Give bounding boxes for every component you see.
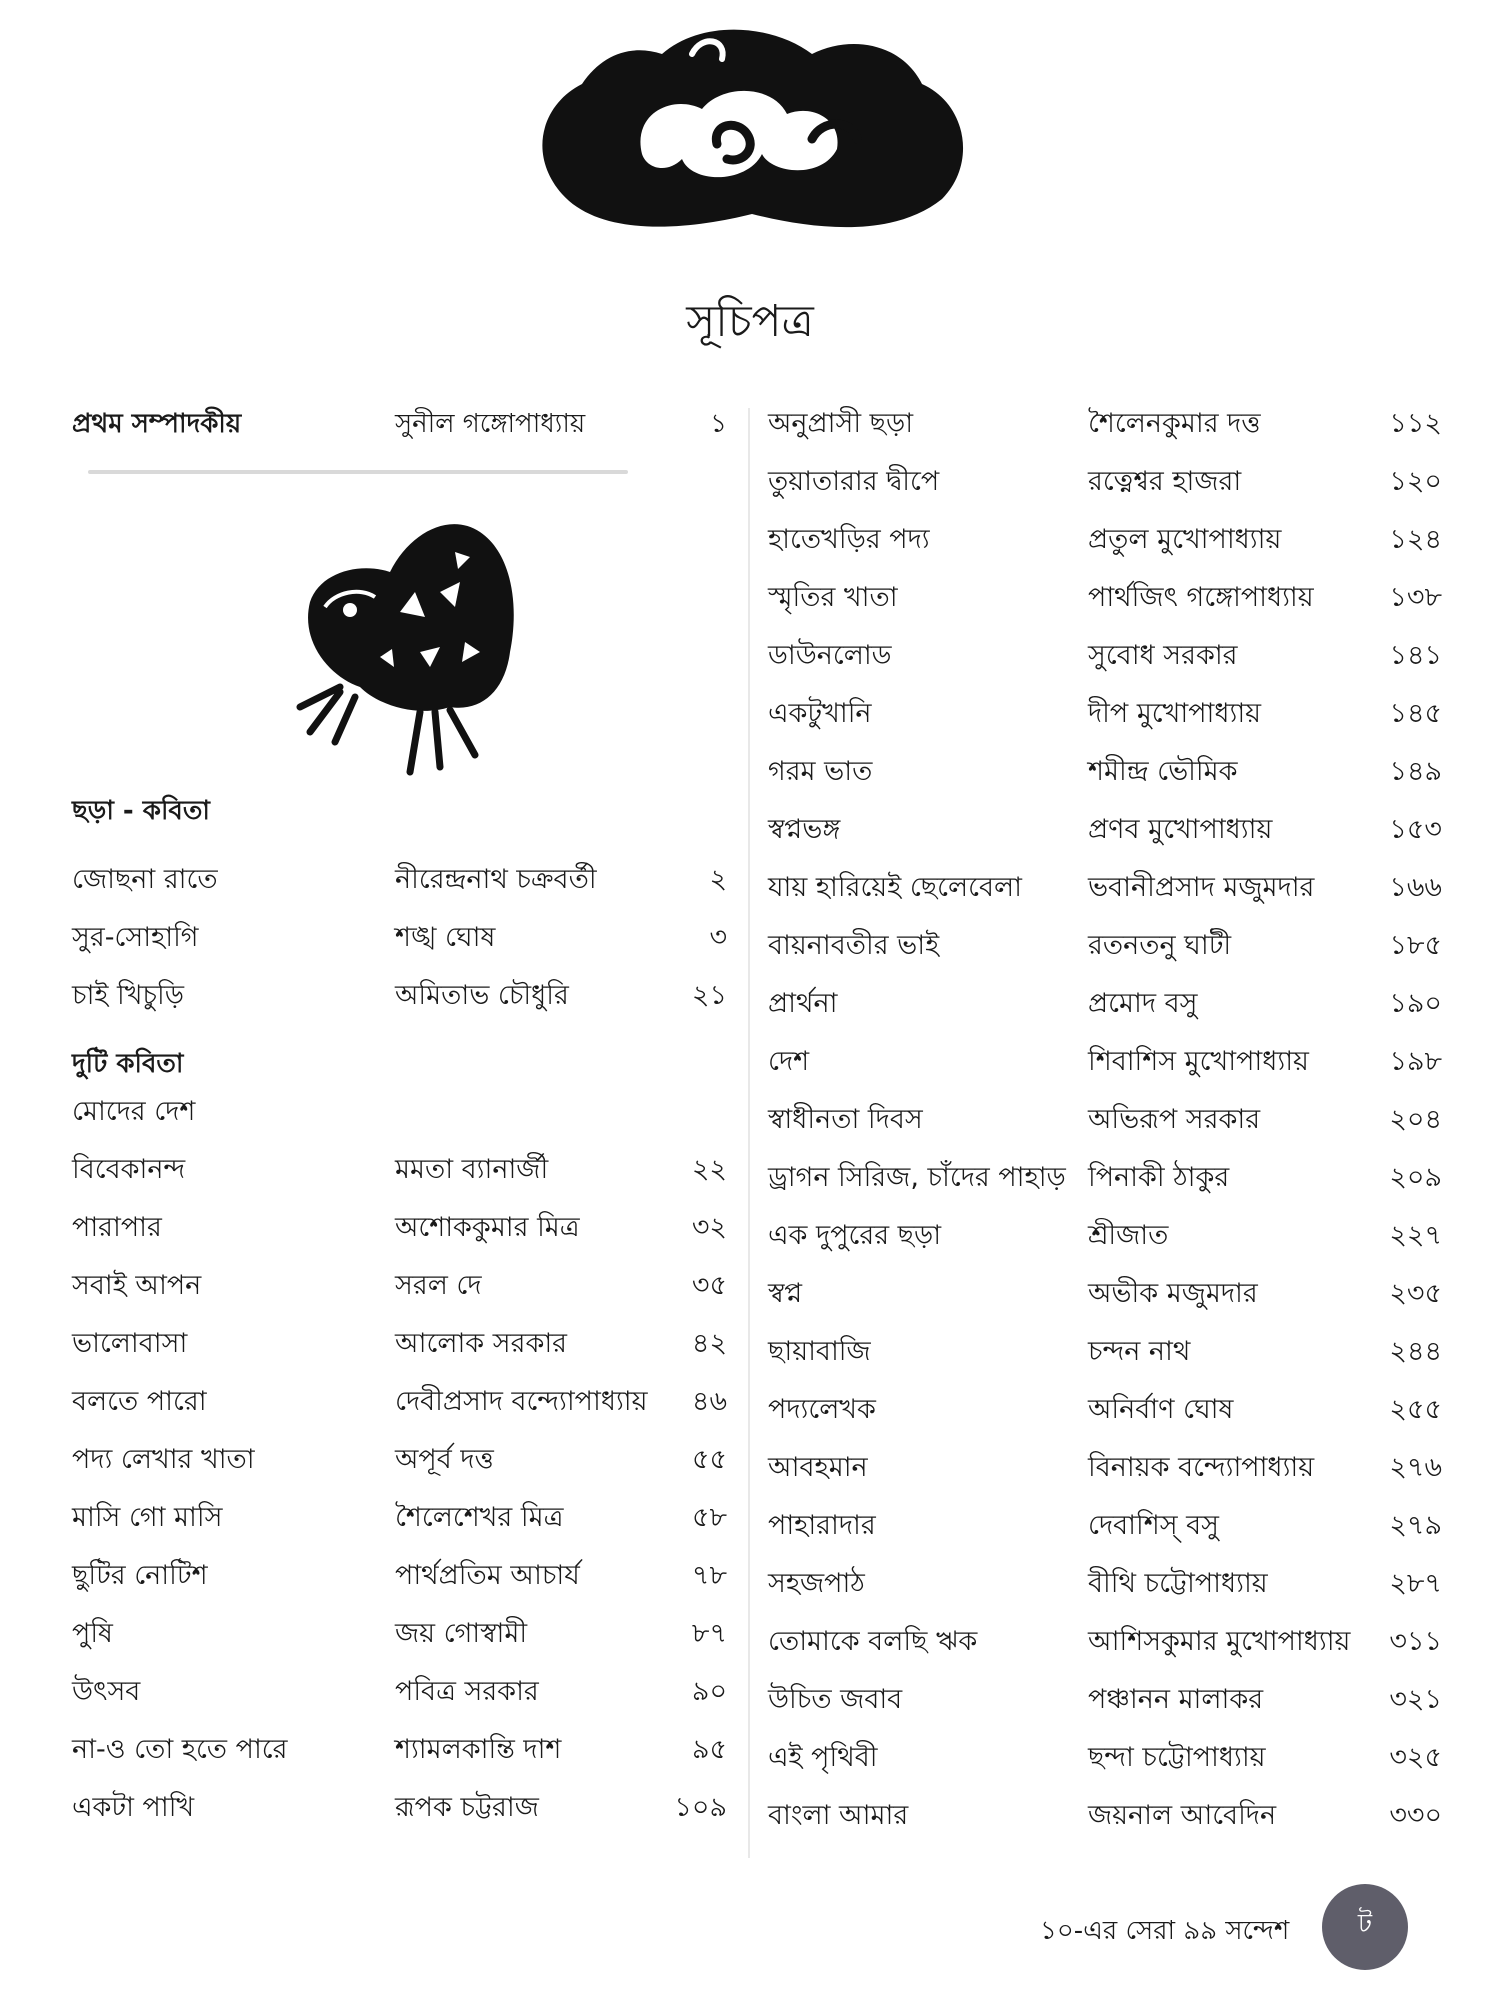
entry-title: ছায়াবাজি bbox=[768, 1336, 871, 1367]
toc-entry bbox=[768, 1038, 1442, 1086]
toc-entry bbox=[768, 1386, 1442, 1434]
toc-entry bbox=[768, 1734, 1442, 1782]
entry-author: নীরেন্দ্রনাথ চক্রবর্তী bbox=[395, 864, 597, 895]
entry-page: ১৯৮ bbox=[1389, 1046, 1442, 1077]
entry-title: বিবেকানন্দ bbox=[72, 1154, 186, 1185]
entry-title: এই পৃথিবী bbox=[768, 1742, 878, 1773]
entry-page: ৫৮ bbox=[691, 1502, 727, 1533]
entry-author: বীথি চট্টোপাধ্যায় bbox=[1088, 1568, 1268, 1599]
toc-entry bbox=[768, 1096, 1442, 1144]
entry-page: ২২৭ bbox=[1389, 1220, 1442, 1251]
page-number-badge: ট bbox=[1322, 1884, 1408, 1970]
entry-page: ১ bbox=[710, 409, 727, 439]
entry-author: রত্নেশ্বর হাজরা bbox=[1088, 466, 1242, 497]
entry-title: পাহারাদার bbox=[768, 1510, 876, 1541]
entry-page: ২২ bbox=[691, 1154, 727, 1185]
entry-author: অভীক মজুমদার bbox=[1088, 1278, 1258, 1309]
entry-page: ২০৯ bbox=[1389, 1162, 1442, 1193]
entry-title: সুর-সোহাগি bbox=[72, 922, 199, 953]
entry-title: জোছনা রাতে bbox=[72, 864, 218, 895]
entry-page: ১৪৯ bbox=[1389, 756, 1442, 787]
entry-author: অভিরূপ সরকার bbox=[1088, 1104, 1261, 1135]
entry-page: ৭৮ bbox=[691, 1560, 727, 1591]
entry-page: ৩২ bbox=[691, 1212, 727, 1243]
column-divider bbox=[748, 408, 750, 1858]
toc-entry bbox=[768, 1618, 1442, 1666]
entry-author: আলোক সরকার bbox=[395, 1328, 568, 1359]
entry-title: বাংলা আমার bbox=[768, 1800, 909, 1831]
toc-entry bbox=[768, 1502, 1442, 1550]
entry-page: ২ bbox=[709, 864, 727, 895]
entry-author: পার্থপ্রতিম আচার্য bbox=[395, 1560, 580, 1591]
entry-title: এক দুপুরের ছড়া bbox=[768, 1220, 942, 1251]
entry-title: মাসি গো মাসি bbox=[72, 1502, 223, 1533]
entry-page: ৯৫ bbox=[691, 1734, 727, 1765]
entry-page: ২৮৭ bbox=[1389, 1568, 1442, 1599]
entry-page: ৫৫ bbox=[691, 1444, 727, 1475]
entry-page: ১৬৬ bbox=[1389, 872, 1442, 903]
toc-entry bbox=[72, 1262, 727, 1310]
entry-author: শমীন্দ্র ভৌমিক bbox=[1088, 756, 1238, 787]
entry-author: শ্রীজাত bbox=[1088, 1220, 1169, 1251]
entry-title: তোমাকে বলছি ঋক bbox=[768, 1626, 978, 1657]
magazine-logo bbox=[522, 14, 977, 240]
entry-author: অপূর্ব দত্ত bbox=[395, 1444, 494, 1475]
entry-page: ২৩৫ bbox=[1389, 1278, 1442, 1309]
toc-entry bbox=[768, 458, 1442, 506]
entry-page: ৩ bbox=[709, 922, 727, 953]
entry-page: ৩৫ bbox=[691, 1270, 727, 1301]
entry-page: ১৩৮ bbox=[1389, 582, 1442, 613]
subsection-heading: দুটি কবিতা bbox=[72, 1049, 184, 1079]
toc-entry bbox=[768, 574, 1442, 622]
toc-entry bbox=[768, 864, 1442, 912]
entry-page: ৩১১ bbox=[1389, 1626, 1442, 1657]
entry-page: ৩৩০ bbox=[1389, 1800, 1442, 1831]
toc-entry bbox=[768, 922, 1442, 970]
entry-page: ১৫৩ bbox=[1389, 814, 1442, 845]
entry-title: ডাউনলোড bbox=[768, 640, 892, 671]
entry-title: স্বাধীনতা দিবস bbox=[768, 1104, 923, 1135]
entry-author: পার্থজিৎ গঙ্গোপাধ্যায় bbox=[1088, 582, 1314, 613]
divider-line bbox=[88, 470, 628, 474]
entry-author: দেবীপ্রসাদ বন্দ্যোপাধ্যায় bbox=[395, 1386, 648, 1417]
entry-page: ৩২১ bbox=[1389, 1684, 1442, 1715]
entry-title: পারাপার bbox=[72, 1212, 162, 1243]
entry-page: ১৪১ bbox=[1389, 640, 1442, 671]
entry-author: অমিতাভ চৌধুরি bbox=[395, 980, 569, 1011]
entry-page: ১২৪ bbox=[1389, 524, 1442, 555]
entry-page: ১১২ bbox=[1389, 408, 1442, 439]
entry-title: তুয়াতারার দ্বীপে bbox=[768, 466, 940, 497]
toc-entry bbox=[72, 914, 727, 962]
entry-author: মমতা ব্যানার্জী bbox=[395, 1154, 549, 1185]
toc-entry bbox=[72, 1436, 727, 1484]
entry-title: পদ্যলেখক bbox=[768, 1394, 876, 1425]
entry-author: শ্যামলকান্তি দাশ bbox=[395, 1734, 562, 1765]
toc-entry bbox=[72, 1610, 727, 1658]
toc-entry bbox=[768, 980, 1442, 1028]
toc-entry bbox=[72, 1668, 727, 1716]
entry-title: ছুটির নোটিশ bbox=[72, 1560, 208, 1591]
entry-author: সুবোধ সরকার bbox=[1088, 640, 1238, 671]
entry-page: ১৮৫ bbox=[1389, 930, 1442, 961]
entry-title: হাতেখড়ির পদ্য bbox=[768, 524, 930, 555]
entry-title: দেশ bbox=[768, 1046, 810, 1077]
toc-entry bbox=[768, 1154, 1442, 1202]
entry-author: প্রতুল মুখোপাধ্যায় bbox=[1088, 524, 1282, 555]
entry-author: চন্দন নাথ bbox=[1088, 1336, 1191, 1367]
entry-author: ভবানীপ্রসাদ মজুমদার bbox=[1088, 872, 1315, 903]
entry-author: সরল দে bbox=[395, 1270, 482, 1301]
entry-page: ১০৯ bbox=[674, 1792, 727, 1823]
toc-entry bbox=[768, 1560, 1442, 1608]
entry-title: একটা পাখি bbox=[72, 1792, 195, 1823]
entry-title: বায়নাবতীর ভাই bbox=[768, 930, 940, 961]
entry-title: চাই খিচুড়ি bbox=[72, 980, 185, 1011]
toc-entry bbox=[72, 1146, 727, 1194]
toc-entry bbox=[72, 1494, 727, 1542]
entry-title: পদ্য লেখার খাতা bbox=[72, 1444, 255, 1475]
entry-author: শঙ্খ ঘোষ bbox=[395, 922, 496, 953]
section-heading: ছড়া - কবিতা bbox=[72, 796, 210, 826]
toc-entry bbox=[768, 400, 1442, 448]
entry-author: জয়নাল আবেদিন bbox=[1088, 1800, 1277, 1831]
toc-entry bbox=[768, 1212, 1442, 1260]
toc-entry bbox=[768, 690, 1442, 738]
entry-page: ৩২৫ bbox=[1389, 1742, 1442, 1773]
entry-title: আবহমান bbox=[768, 1452, 868, 1483]
entry-title: অনুপ্রাসী ছড়া bbox=[768, 408, 914, 439]
toc-entry bbox=[72, 856, 727, 904]
entry-title: উচিত জবাব bbox=[768, 1684, 903, 1715]
entry-author: আশিসকুমার মুখোপাধ্যায় bbox=[1088, 1626, 1351, 1657]
footer-caption: ১০-এর সেরা ৯৯ সন্দেশ bbox=[1040, 1916, 1290, 1946]
entry-page: ২০৪ bbox=[1389, 1104, 1442, 1135]
toc-entry bbox=[72, 1088, 727, 1136]
entry-author: শৈলেনকুমার দত্ত bbox=[1088, 408, 1261, 439]
entry-title: বলতে পারো bbox=[72, 1386, 207, 1417]
toc-entry bbox=[72, 1320, 727, 1368]
toc-entry bbox=[768, 748, 1442, 796]
entry-page: ৪২ bbox=[691, 1328, 727, 1359]
toc-entry bbox=[72, 1726, 727, 1774]
entry-author: অনির্বাণ ঘোষ bbox=[1088, 1394, 1234, 1425]
page-title: সূচিপত্র bbox=[686, 296, 814, 347]
entry-page: ৪৬ bbox=[691, 1386, 727, 1417]
entry-page: ৯০ bbox=[691, 1676, 727, 1707]
entry-author: প্রমোদ বসু bbox=[1088, 988, 1198, 1019]
toc-entry bbox=[768, 1328, 1442, 1376]
entry-title: প্রথম সম্পাদকীয় bbox=[72, 409, 242, 439]
entry-title: স্বপ্নভঙ্গ bbox=[768, 814, 841, 845]
toc-entry bbox=[768, 1676, 1442, 1724]
frog-illustration bbox=[280, 492, 530, 782]
toc-entry bbox=[768, 632, 1442, 680]
toc-entry bbox=[72, 972, 727, 1020]
toc-entry bbox=[72, 1552, 727, 1600]
entry-page: ২১ bbox=[691, 980, 727, 1011]
entry-author: অশোককুমার মিত্র bbox=[395, 1212, 580, 1243]
entry-title: স্মৃতির খাতা bbox=[768, 582, 898, 613]
entry-title: গরম ভাত bbox=[768, 756, 873, 787]
toc-entry bbox=[768, 1270, 1442, 1318]
entry-title: যায় হারিয়েই ছেলেবেলা bbox=[768, 872, 1022, 903]
entry-author: পঞ্চানন মালাকর bbox=[1088, 1684, 1264, 1715]
entry-author: পিনাকী ঠাকুর bbox=[1088, 1162, 1230, 1193]
entry-author: দীপ মুখোপাধ্যায় bbox=[1088, 698, 1262, 729]
toc-entry bbox=[72, 1378, 727, 1426]
entry-page: ২৫৫ bbox=[1389, 1394, 1442, 1425]
toc-entry bbox=[768, 516, 1442, 564]
entry-page: ১৯০ bbox=[1389, 988, 1442, 1019]
entry-title: ভালোবাসা bbox=[72, 1328, 188, 1359]
entry-title: স্বপ্ন bbox=[768, 1278, 803, 1309]
entry-title: না-ও তো হতে পারে bbox=[72, 1734, 288, 1765]
entry-title: মোদের দেশ bbox=[72, 1096, 196, 1127]
entry-author: জয় গোস্বামী bbox=[395, 1618, 528, 1649]
entry-title: পুষি bbox=[72, 1618, 113, 1649]
entry-author: শৈলেশেখর মিত্র bbox=[395, 1502, 564, 1533]
toc-entry bbox=[72, 1204, 727, 1252]
entry-author: দেবাশিস্ বসু bbox=[1088, 1510, 1219, 1541]
entry-author: ছন্দা চট্টোপাধ্যায় bbox=[1088, 1742, 1266, 1773]
entry-title: ড্রাগন সিরিজ, চাঁদের পাহাড় bbox=[768, 1162, 1066, 1193]
toc-entry bbox=[72, 1784, 727, 1832]
editorial-entry bbox=[72, 400, 727, 448]
entry-author: সুনীল গঙ্গোপাধ্যায় bbox=[395, 409, 586, 439]
toc-entry bbox=[768, 1444, 1442, 1492]
entry-page: ১৪৫ bbox=[1389, 698, 1442, 729]
entry-page: ২৭৬ bbox=[1389, 1452, 1442, 1483]
entry-page: ২৪৪ bbox=[1389, 1336, 1442, 1367]
entry-title: সহজপাঠ bbox=[768, 1568, 865, 1599]
entry-page: ২৭৯ bbox=[1389, 1510, 1442, 1541]
entry-page: ১২০ bbox=[1389, 466, 1442, 497]
entry-title: সবাই আপন bbox=[72, 1270, 202, 1301]
entry-author: প্রণব মুখোপাধ্যায় bbox=[1088, 814, 1273, 845]
entry-title: উৎসব bbox=[72, 1676, 141, 1707]
entry-author: শিবাশিস মুখোপাধ্যায় bbox=[1088, 1046, 1309, 1077]
entry-title: প্রার্থনা bbox=[768, 988, 838, 1019]
entry-author: পবিত্র সরকার bbox=[395, 1676, 539, 1707]
toc-entry bbox=[768, 806, 1442, 854]
entry-title: একটুখানি bbox=[768, 698, 872, 729]
entry-author: বিনায়ক বন্দ্যোপাধ্যায় bbox=[1088, 1452, 1315, 1483]
entry-author: রূপক চট্টরাজ bbox=[395, 1792, 539, 1823]
entry-author: রতনতনু ঘাটী bbox=[1088, 930, 1232, 961]
entry-page: ৮৭ bbox=[691, 1618, 727, 1649]
toc-entry bbox=[768, 1792, 1442, 1840]
